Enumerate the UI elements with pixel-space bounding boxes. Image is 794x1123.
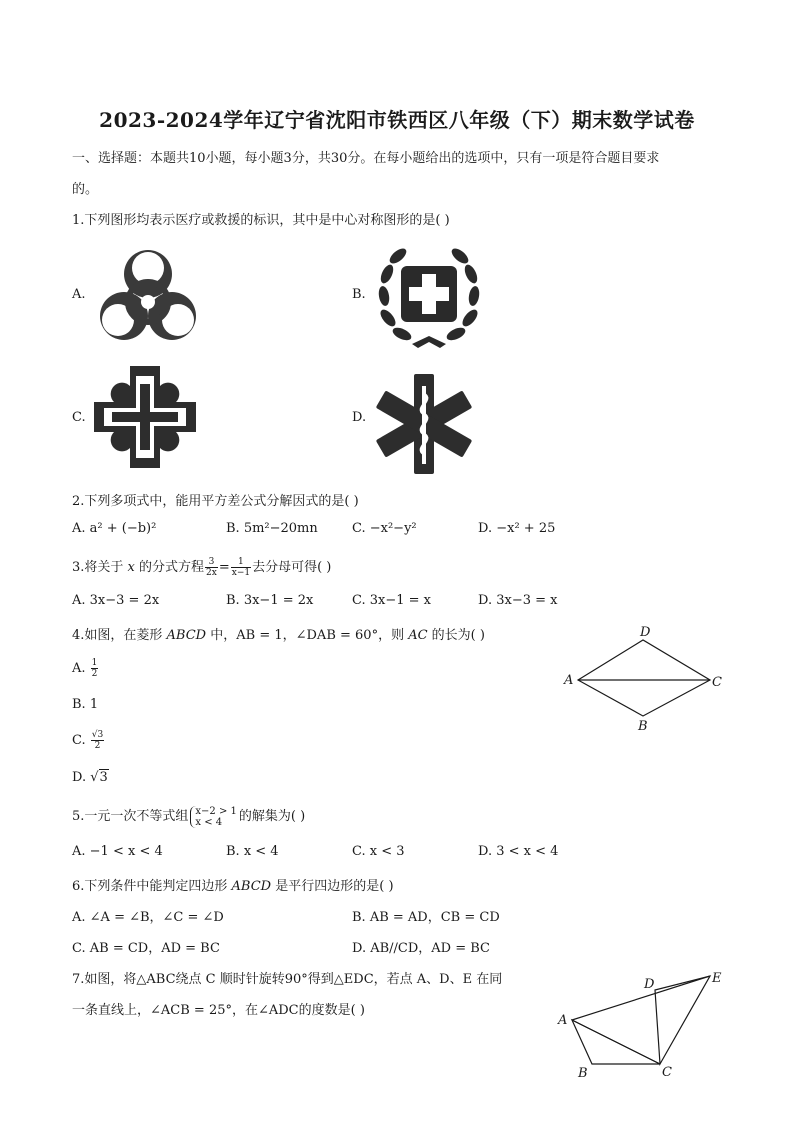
q3-variable: x [127, 560, 135, 575]
q4-fig-label-b: B [638, 719, 648, 734]
q2-stem: 2.下列多项式中，能用平方差公式分解因式的是( ) [72, 494, 359, 509]
q5-inequality-1: x−2 > 1 [195, 805, 237, 817]
q4-option-d [72, 770, 109, 785]
q4-option-d-radicand: 3 [99, 770, 108, 785]
q2-option-a: A. a² + (−b)² [72, 521, 157, 536]
q1-stem: 1.下列图形均表示医疗或救援的标识，其中是中心对称图形的是( ) [72, 213, 450, 228]
q6-option-a: A. ∠A = ∠B，∠C = ∠D [72, 910, 224, 925]
q4-option-c [72, 730, 105, 751]
q4-fig-label-d: D [640, 625, 651, 640]
q3-stem-mid: 的分式方程 [134, 560, 205, 575]
q3-option-c: C. 3x−1 = x [352, 593, 432, 608]
q3-fraction-left-num: 3 [205, 557, 218, 568]
q7-stem-line1: 7.如图，将△ABC绕点 C 顺时针旋转90°得到△EDC，若点 A、D、E 在同 [72, 972, 503, 987]
q3-equals: = [218, 560, 230, 575]
q4-stem-post: 的长为( ) [427, 628, 485, 643]
q4-option-d-sqrt: √3 [90, 770, 108, 785]
q4-option-d-label: D. [72, 770, 87, 785]
q4-option-a-num: 1 [91, 658, 98, 668]
q6-stem [72, 875, 394, 894]
q6-stem-pre: 6.下列条件中能判定四边形 [72, 879, 232, 894]
q3-option-a: A. 3x−3 = 2x [72, 593, 160, 608]
page-title: 2023-2024学年辽宁省沈阳市铁西区八年级（下）期末数学试卷 [99, 108, 695, 132]
q5-stem [72, 805, 305, 828]
q4-stem-mid: 中，AB = 1，∠DAB = 60°，则 [206, 628, 409, 643]
q5-inequality-system [190, 806, 236, 828]
q3-fraction-left-den: 2x [206, 568, 217, 578]
q4-stem [72, 624, 485, 643]
q3-stem-pre: 3.将关于 [72, 560, 128, 575]
rhombus-figure [556, 622, 732, 736]
q2-option-c: C. −x²−y² [352, 521, 417, 536]
q4-option-c-num: √3 [91, 730, 104, 740]
q1-option-b-label: B. [352, 287, 366, 302]
q4-option-a [72, 658, 99, 679]
q4-shape: ABCD [166, 628, 207, 643]
q5-option-b: B. x < 4 [226, 844, 279, 859]
q5-option-a: A. −1 < x < 4 [72, 844, 163, 859]
q1-option-c-label: C. [72, 410, 86, 425]
q6-option-c: C. AB = CD，AD = BC [72, 941, 220, 956]
q3-fraction-right [231, 557, 251, 578]
section-header-line2: 的。 [72, 182, 99, 197]
q6-option-b: B. AB = AD，CB = CD [352, 910, 500, 925]
q4-option-a-fraction [91, 658, 99, 679]
laurel-cross-icon [368, 236, 490, 354]
q4-option-c-label: C. [72, 733, 86, 748]
q6-option-d: D. AB//CD，AD = BC [352, 941, 491, 956]
biohazard-icon [88, 238, 208, 358]
q3-stem-post: 去分母可得( ) [252, 560, 332, 575]
q5-stem-pre: 5.一元一次不等式组 [72, 809, 189, 824]
q4-option-a-den: 2 [91, 669, 98, 679]
q4-segment: AC [408, 628, 428, 643]
q4-option-b: B. 1 [72, 697, 99, 712]
q7-fig-label-e: E [712, 971, 722, 986]
q5-stem-post: 的解集为( ) [238, 809, 306, 824]
q3-fraction-right-den: x−1 [231, 568, 251, 578]
q7-fig-label-b: B [578, 1066, 588, 1080]
q6-shape: ABCD [231, 879, 272, 894]
q1-option-d-label: D. [352, 410, 367, 425]
q3-stem [72, 556, 331, 578]
q5-option-c: C. x < 3 [352, 844, 405, 859]
q4-fig-label-c: C [712, 675, 722, 690]
q2-option-d: D. −x² + 25 [478, 521, 556, 536]
star-of-life-icon [368, 368, 480, 480]
rotation-triangle-figure [550, 964, 732, 1080]
section-header-line1: 一、选择题：本题共10小题，每小题3分，共30分。在每小题给出的选项中，只有一项是符合题目要求 [72, 151, 660, 166]
q7-fig-label-c: C [662, 1065, 672, 1080]
q7-fig-label-a: A [558, 1013, 568, 1028]
q4-option-c-den: 2 [94, 741, 101, 751]
q2-option-b: B. 5m²−20mn [226, 521, 318, 536]
q3-option-b: B. 3x−1 = 2x [226, 593, 314, 608]
q7-fig-label-d: D [644, 977, 655, 992]
q3-fraction-right-num: 1 [231, 557, 251, 568]
q4-option-c-fraction [91, 730, 104, 751]
q3-option-d: D. 3x−3 = x [478, 593, 558, 608]
q6-stem-post: 是平行四边形的是( ) [271, 879, 394, 894]
q1-option-a-label: A. [72, 287, 86, 302]
q5-option-d: D. 3 < x < 4 [478, 844, 559, 859]
q7-stem-line2: 一条直线上，∠ACB = 25°，在∠ADC的度数是( ) [72, 1003, 365, 1018]
cross-outline-icon [90, 362, 200, 472]
q4-option-a-label: A. [72, 661, 86, 676]
q4-fig-label-a: A [564, 673, 574, 688]
q3-fraction-left [205, 557, 218, 578]
q4-stem-pre: 4.如图，在菱形 [72, 628, 167, 643]
q5-inequality-2: x < 4 [195, 816, 223, 828]
